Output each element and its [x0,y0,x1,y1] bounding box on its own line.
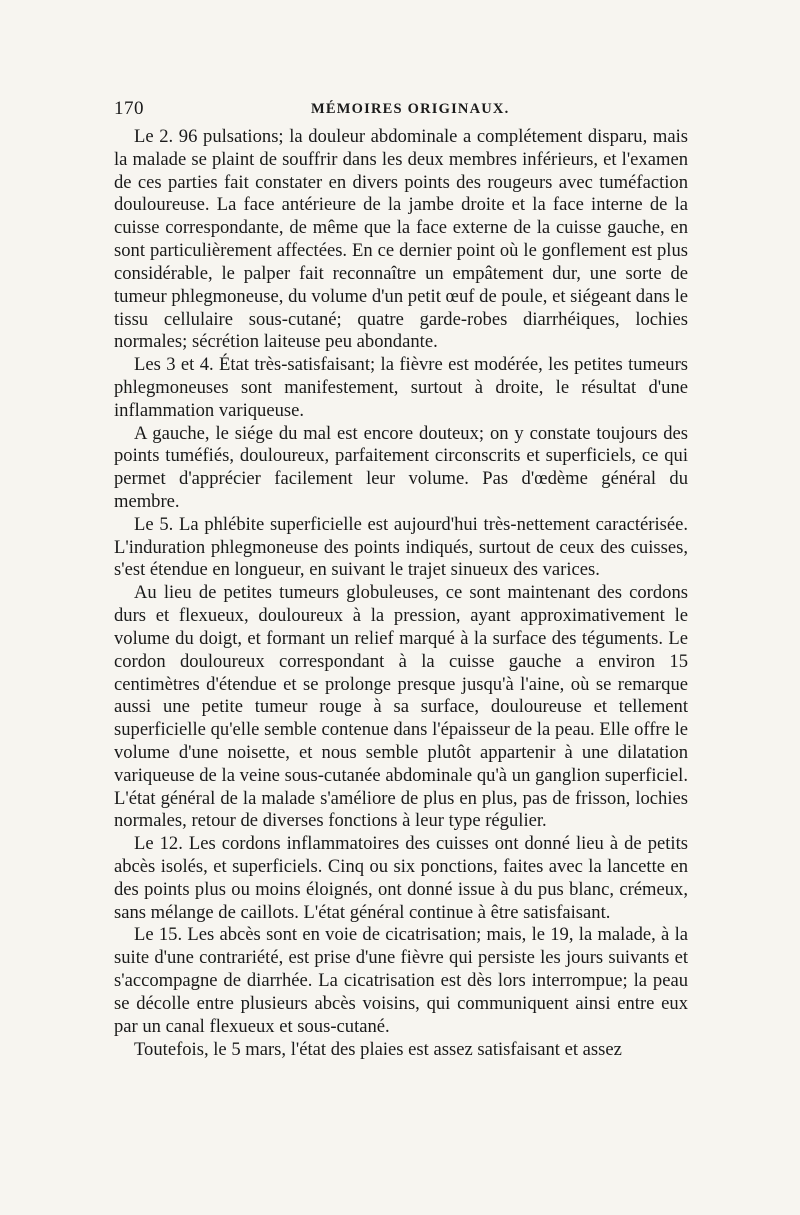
paragraph: Au lieu de petites tumeurs globuleuses, ce sont maintenant des cordons durs et flexueux, douloureux à la pression, ayant approximativement le volume du doigt, et formant un relief marqué à la surface des téguments. Le cordon douloureux correspondant à la cuisse gauche a environ 15 centimètres d'étendue et se prolonge presque jusqu'à l'aine, où se remarque aussi une petite tumeur rouge à sa surface, douloureuse et tellement superficielle qu'elle semble contenue dans l'épaisseur de la peau. Elle offre le volume d'une noisette, et nous semble plutôt appartenir à une dilatation variqueuse de la veine sous-cutanée abdominale qu'à un ganglion superficiel. L'état général de la malade s'améliore de plus en plus, pas de frisson, lochies normales, retour de diverses fonctions à leur type régulier. [114,582,688,832]
paragraph: A gauche, le siége du mal est encore douteux; on y constate toujours des points tuméfiés, douloureux, parfaitement circonscrits et superficiels, ce qui permet d'apprécier facilement leur volume. Pas d'œdème général du membre. [114,422,688,512]
paragraph: Toutefois, le 5 mars, l'état des plaies est assez satisfaisant et assez [134,1038,622,1060]
running-title: MÉMOIRES ORIGINAUX. [311,101,510,117]
body-text [114,126,688,1061]
paragraph: Le 5. La phlébite superficielle est aujourd'hui très-nettement caractérisée. L'induration phlegmoneuse des points indiqués, surtout de ceux des cuisses, s'est étendue en longueur, en suivant le trajet sinueux des varices. [114,513,688,581]
paragraph: Les 3 et 4. État très-satisfaisant; la fièvre est modérée, les petites tumeurs phlegmoneuses sont manifestement, surtout à droite, le résultat d'une inflammation variqueuse. [114,354,688,421]
running-head [114,98,688,122]
page-number: 170 [114,98,144,119]
paragraph: Le 2. 96 pulsations; la douleur abdominale a complétement disparu, mais la malade se plaint de souffrir dans les deux membres inférieurs, et l'examen de ces parties fait constater en divers points des rougeurs avec tuméfaction douloureuse. La face antérieure de la jambe droite et la face interne de la cuisse correspondante, de même que la face externe de la cuisse gauche, en sont particulièrement affectées. En ce dernier point où le gonflement est plus considérable, le palper fait reconnaître un empâtement dur, une sorte de tumeur phlegmoneuse, du volume d'un petit œuf de poule, et siégeant dans le tissu cellulaire sous-cutané; quatre garde-robes diarrhéiques, lochies normales; sécrétion laiteuse peu abondante. [114,126,688,353]
paragraph: Le 15. Les abcès sont en voie de cicatrisation; mais, le 19, la malade, à la suite d'une contrariété, est prise d'une fièvre qui persiste les jours suivants et s'accompagne de diarrhée. La cicatrisation est dès lors interrompue; la peau se décolle entre plusieurs abcès voisins, qui communiquent ainsi entre eux par un canal flexueux et sous-cutané. [114,924,688,1037]
paragraph: Le 12. Les cordons inflammatoires des cuisses ont donné lieu à de petits abcès isolés, et superficiels. Cinq ou six ponctions, faites avec la lancette en des points plus ou moins éloignés, ont donné issue à du pus blanc, crémeux, sans mélange de caillots. L'état général continue à être satisfaisant. [114,833,688,923]
